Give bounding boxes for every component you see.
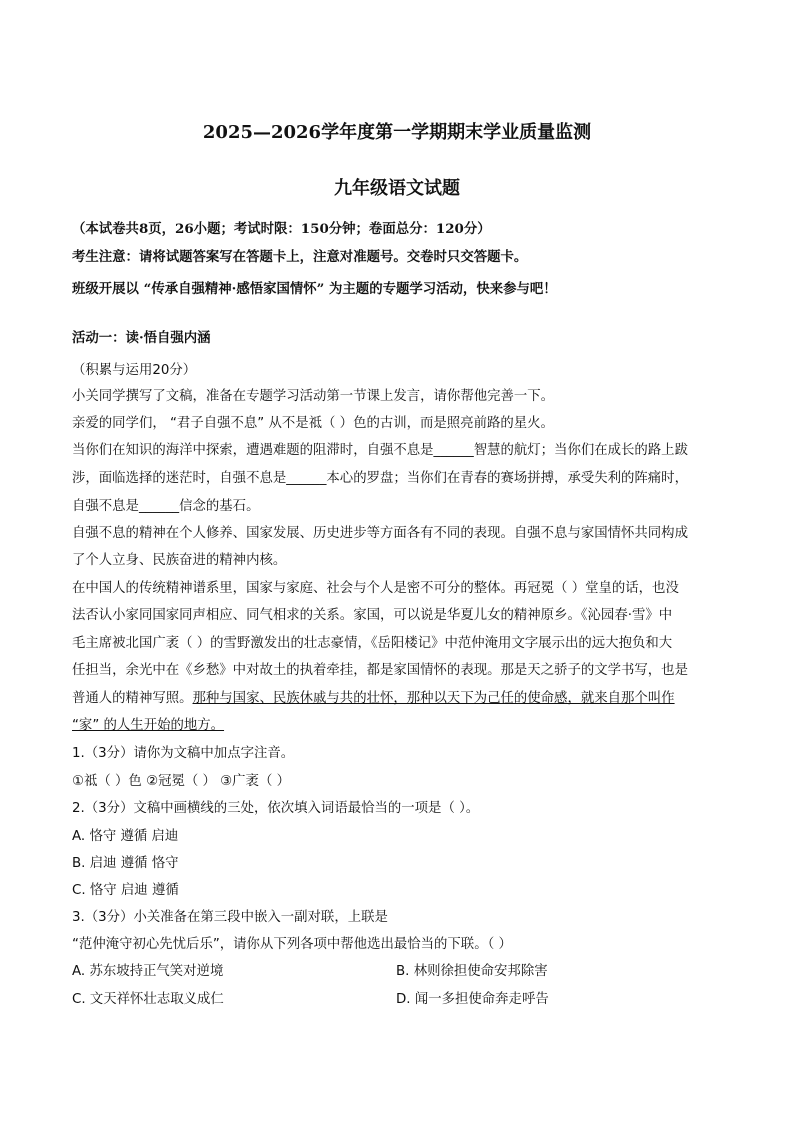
question-3: 3.（3分）小关准备在第三段中嵌入一副对联，上联是 xyxy=(72,910,388,925)
option-b: B. 启迪 遵循 恪守 xyxy=(72,856,179,871)
question-1: 1.（3分）请你为文稿中加点字注音。 xyxy=(72,746,295,761)
passage-line: 亲爱的同学们， “君子自强不息” 从不是祗（ ）色的古训，而是照亮前路的星火。 xyxy=(72,416,554,431)
exam-title: 2025—2026学年度第一学期期末学业质量监测 xyxy=(202,122,592,143)
passage-line: 当你们在知识的海洋中探索，遭遇难题的阻滞时，自强不息是______智慧的航灯；当你们在成长的路上跋 xyxy=(72,443,688,458)
passage-line: 在中国人的传统精神谱系里，国家与家庭、社会与个人是密不可分的整体。再冠冕（ ）堂皇的话，也没 xyxy=(72,581,679,596)
passage-line: 自强不息是______信念的基石。 xyxy=(72,499,260,514)
passage-line xyxy=(72,687,732,706)
question-3-stem: “范仲淹守初心先忧后乐”，请你从下列各项中帮他选出最恰当的下联。（ ） xyxy=(72,937,512,952)
question-2: 2.（3分）文稿中画横线的三处，依次填入词语最恰当的一项是（ ）。 xyxy=(72,801,480,816)
exam-subtitle: 九年级语文试题 xyxy=(334,178,460,199)
passage-line: 了个人立身、民族奋进的精神内核。 xyxy=(72,553,287,568)
underlined-sentence-end: “家” 的人生开始的地方。 xyxy=(72,718,225,733)
passage-text: 普通人的精神写照。 xyxy=(72,691,193,706)
option-c: C. 文天祥怀壮志取义成仁 xyxy=(72,992,224,1007)
question-1-items: ①祗（ ）色 ②冠冕（ ） ③广袤（ ） xyxy=(72,774,290,789)
option-b: B. 林则徐担使命安邦除害 xyxy=(396,964,548,979)
exam-notice: 考生注意：请将试题答案写在答题卡上，注意对准题号。交卷时只交答题卡。 xyxy=(72,249,528,265)
option-a: A. 恪守 遵循 启迪 xyxy=(72,829,179,844)
option-d: D. 闻一多担使命奔走呼告 xyxy=(396,992,549,1007)
theme-intro: 班级开展以 “传承自强精神·感悟家国情怀” 为主题的专题学习活动，快来参与吧！ xyxy=(72,281,557,297)
passage-line: 任担当，余光中在《乡愁》中对故土的执着牵挂，都是家国情怀的表现。那是天之骄子的文学书写，也是 xyxy=(72,663,688,678)
activity-heading: 活动一：读·悟自强内涵 xyxy=(72,330,211,346)
passage-line: 涉，面临选择的迷茫时，自强不息是______本心的罗盘；当你们在青春的赛场拼搏，承受失利的阵痛时， xyxy=(72,471,688,486)
passage-line: 法否认小家同国家同声相应、同气相求的关系。家国，可以说是华夏儿女的精神原乡。《沁园春·雪》中 xyxy=(72,608,673,623)
passage-line: 自强不息的精神在个人修养、国家发展、历史进步等方面各有不同的表现。自强不息与家国情怀共同构成 xyxy=(72,526,688,541)
section-label: （积累与运用20分） xyxy=(72,363,197,378)
passage-line: 毛主席被北国广袤（ ）的雪野激发出的壮志豪情，《岳阳楼记》中范仲淹用文字展示出的远大抱负和大 xyxy=(72,636,673,651)
passage-line: 小关同学撰写了文稿，准备在专题学习活动第一节课上发言，请你帮他完善一下。 xyxy=(72,389,555,404)
option-a: A. 苏东坡持正气笑对逆境 xyxy=(72,964,224,979)
option-c: C. 恪守 启迪 遵循 xyxy=(72,883,179,898)
exam-info: （本试卷共8页，26小题；考试时限：150分钟；卷面总分：120分） xyxy=(72,221,491,237)
underlined-sentence: 那种与国家、民族休戚与共的壮怀，那种以天下为己任的使命感，就来自那个叫作 xyxy=(192,691,675,706)
